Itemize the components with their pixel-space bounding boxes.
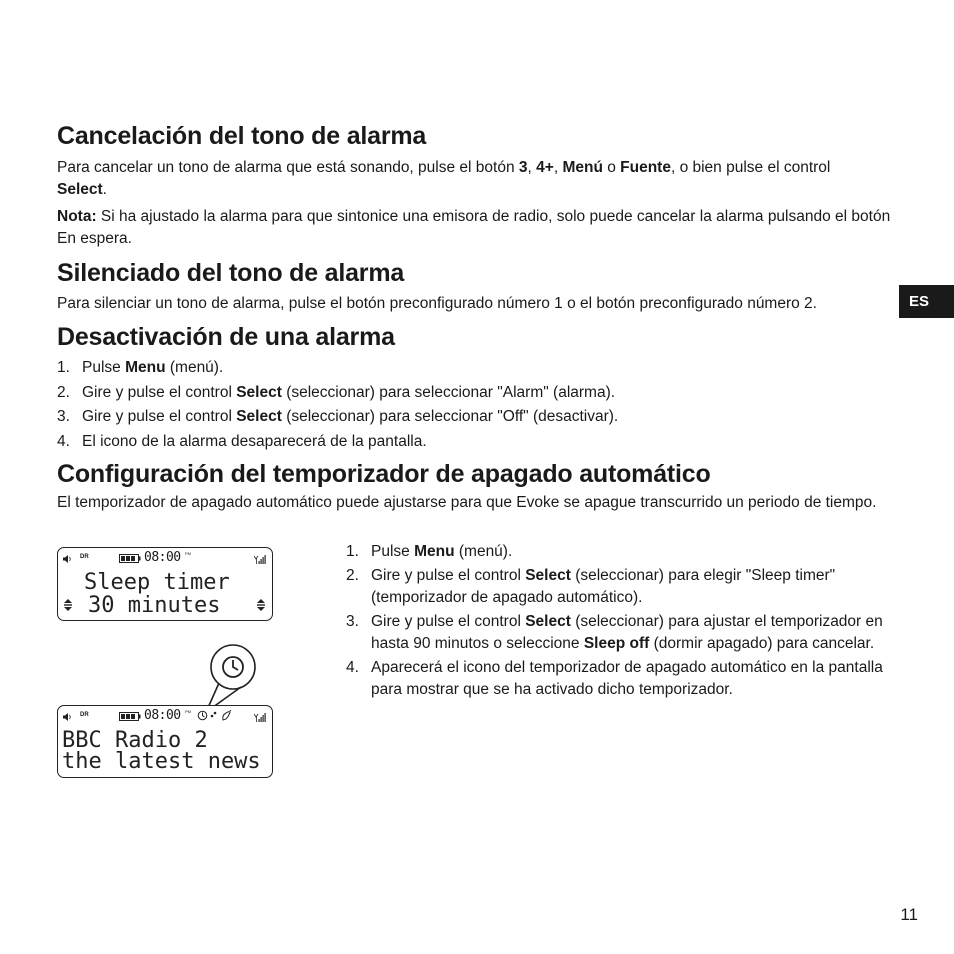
section-title-sleep-timer: Configuración del temporizador de apagado automático [57, 460, 711, 488]
lcd-line-2: 30 minutes [88, 593, 221, 618]
list-item: 4. Aparecerá el icono del temporizador de apagado automático en la pantalla para mostrar que se ha activado dicho temporizador. [346, 659, 883, 698]
up-down-arrow-left-icon [63, 599, 73, 611]
dr-label: DR [80, 554, 89, 560]
dr-label: DR [80, 712, 89, 718]
alarm-bell-icon [220, 710, 232, 722]
list-item: 2. Gire y pulse el control Select (seleccionar) para elegir "Sleep timer" (temporizador de apagado automático). [346, 567, 836, 606]
speaker-icon [62, 554, 72, 564]
list-item: 4. El icono de la alarma desaparecerá de la pantalla. [57, 432, 427, 450]
signal-strength-icon [254, 554, 266, 564]
pm-label: PM [185, 551, 191, 556]
cancel-alarm-paragraph: Para cancelar un tono de alarma que está sonando, pulse el botón 3, 4+, Menú o Fuente, o bien pulse el control Select. [57, 159, 831, 198]
lcd-display-sleep-timer [57, 547, 273, 621]
section-title-cancel-alarm: Cancelación del tono de alarma [57, 122, 427, 150]
deactivate-alarm-steps [57, 356, 897, 454]
sleep-timer-small-icon [197, 710, 208, 721]
speaker-icon [62, 712, 72, 722]
lcd-line-1: Sleep timer [84, 570, 230, 595]
lcd-line-2: the latest news [62, 749, 261, 774]
list-item: 3. Gire y pulse el control Select (seleccionar) para ajustar el temporizador en hasta 90 minutos o seleccione Sleep off (dormir apagado) para cancelar. [346, 613, 883, 652]
stereo-icon [209, 710, 218, 719]
sleep-timer-steps [346, 541, 906, 701]
section-title-silence-alarm: Silenciado del tono de alarma [57, 259, 405, 287]
pm-label: PM [185, 709, 191, 714]
lcd-line-1: BBC Radio 2 [62, 728, 208, 753]
note-label: Nota: [57, 208, 97, 225]
language-tab: ES [899, 285, 954, 318]
list-item: 1. Pulse Menu (menú). [57, 359, 224, 376]
clock-time: 08:00 [144, 708, 181, 723]
list-item: 2. Gire y pulse el control Select (seleccionar) para seleccionar "Alarm" (alarma). [57, 383, 616, 401]
clock-time: 08:00 [144, 550, 181, 565]
page-number: 11 [900, 905, 918, 924]
battery-icon [119, 554, 141, 563]
clock-icon [220, 654, 246, 680]
list-item: 1. Pulse Menu (menú). [346, 543, 513, 560]
signal-strength-icon [254, 712, 266, 722]
list-item: 3. Gire y pulse el control Select (seleccionar) para seleccionar "Off" (desactivar). [57, 408, 619, 425]
battery-icon [119, 712, 141, 721]
section-title-deactivate-alarm: Desactivación de una alarma [57, 323, 395, 351]
cancel-alarm-note: Nota: Si ha ajustado la alarma para que sintonice una emisora de radio, solo puede cancelar la alarma pulsando el botón En espera. [57, 208, 891, 247]
up-down-arrow-right-icon [256, 599, 266, 611]
sleep-timer-paragraph: El temporizador de apagado automático puede ajustarse para que Evoke se apague transcurrido un periodo de tiempo. [57, 494, 877, 511]
silence-alarm-paragraph: Para silenciar un tono de alarma, pulse el botón preconfigurado número 1 o el botón preconfigurado número 2. [57, 295, 817, 312]
lcd-display-radio [57, 705, 273, 778]
